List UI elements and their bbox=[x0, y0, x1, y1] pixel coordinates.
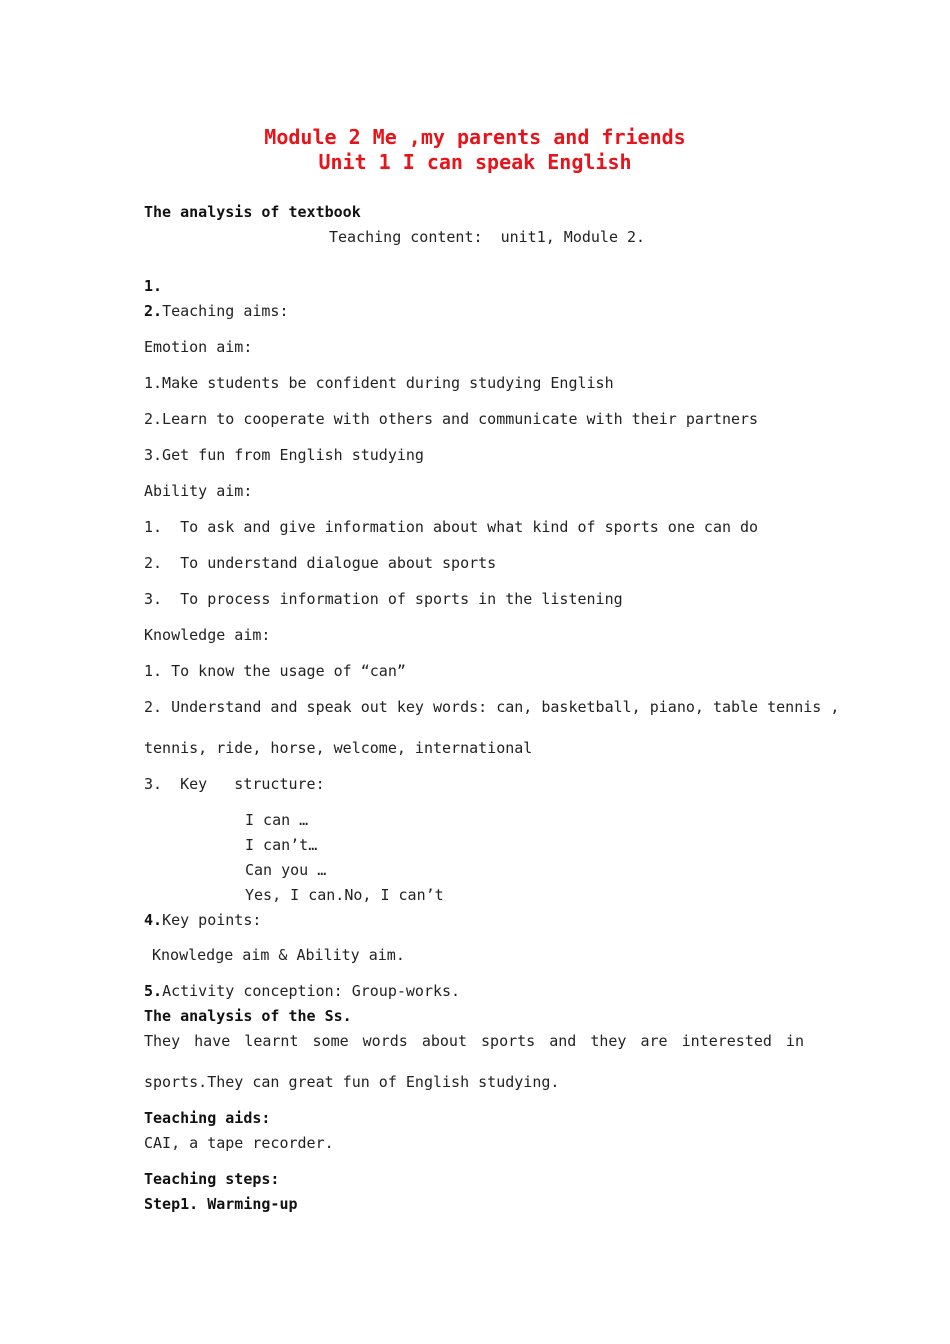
aids-heading: Teaching aids: bbox=[144, 1109, 271, 1127]
list-number-2: 2. bbox=[144, 302, 163, 320]
knowledge-item-3: 3. Key structure: bbox=[144, 775, 325, 793]
students-line-1: They have learnt some words about sports and they are interested in bbox=[144, 1032, 804, 1050]
key-points-heading: Key points: bbox=[162, 911, 262, 929]
aids-text: CAI, a tape recorder. bbox=[144, 1134, 334, 1152]
key-points-line bbox=[144, 911, 261, 929]
key-points-text: Knowledge aim & Ability aim. bbox=[152, 946, 405, 964]
students-heading: The analysis of the Ss. bbox=[144, 1007, 352, 1025]
list-number-5: 5. bbox=[144, 982, 163, 1000]
knowledge-item-1: 1. To know the usage of “can” bbox=[144, 662, 406, 680]
teaching-aims-line bbox=[144, 302, 289, 320]
emotion-item-3: 3.Get fun from English studying bbox=[144, 446, 424, 464]
emotion-aim-heading: Emotion aim: bbox=[144, 338, 253, 356]
knowledge-aim-heading: Knowledge aim: bbox=[144, 626, 271, 644]
list-number-1: 1. bbox=[144, 277, 163, 295]
ability-item-3: 3. To process information of sports in the listening bbox=[144, 590, 623, 608]
knowledge-item-2-line-2: tennis, ride, horse, welcome, international bbox=[144, 739, 533, 757]
step-1: Step1. Warming-up bbox=[144, 1195, 298, 1213]
list-number-4: 4. bbox=[144, 911, 163, 929]
activity-line bbox=[144, 982, 460, 1000]
ability-item-1: 1. To ask and give information about what kind of sports one can do bbox=[144, 518, 759, 536]
structure-line-2: I can’t… bbox=[245, 836, 318, 854]
emotion-item-2: 2.Learn to cooperate with others and communicate with their partners bbox=[144, 410, 759, 428]
structure-line-3: Can you … bbox=[245, 861, 327, 879]
structure-line-1: I can … bbox=[245, 811, 309, 829]
steps-heading: Teaching steps: bbox=[144, 1170, 280, 1188]
ability-item-2: 2. To understand dialogue about sports bbox=[144, 554, 497, 572]
teaching-content: Teaching content: unit1, Module 2. bbox=[329, 228, 646, 246]
textbook-heading: The analysis of textbook bbox=[144, 203, 361, 221]
module-title: Module 2 Me ,my parents and friends bbox=[264, 125, 686, 149]
students-line-2: sports.They can great fun of English studying. bbox=[144, 1073, 560, 1091]
unit-title: Unit 1 I can speak English bbox=[318, 150, 632, 174]
teaching-aims-heading: Teaching aims: bbox=[162, 302, 289, 320]
activity-text: Activity conception: Group-works. bbox=[162, 982, 461, 1000]
knowledge-item-2-line-1: 2. Understand and speak out key words: can, basketball, piano, table tennis , bbox=[144, 698, 840, 716]
structure-line-4: Yes, I can.No, I can’t bbox=[245, 886, 444, 904]
ability-aim-heading: Ability aim: bbox=[144, 482, 253, 500]
emotion-item-1: 1.Make students be confident during studying English bbox=[144, 374, 614, 392]
